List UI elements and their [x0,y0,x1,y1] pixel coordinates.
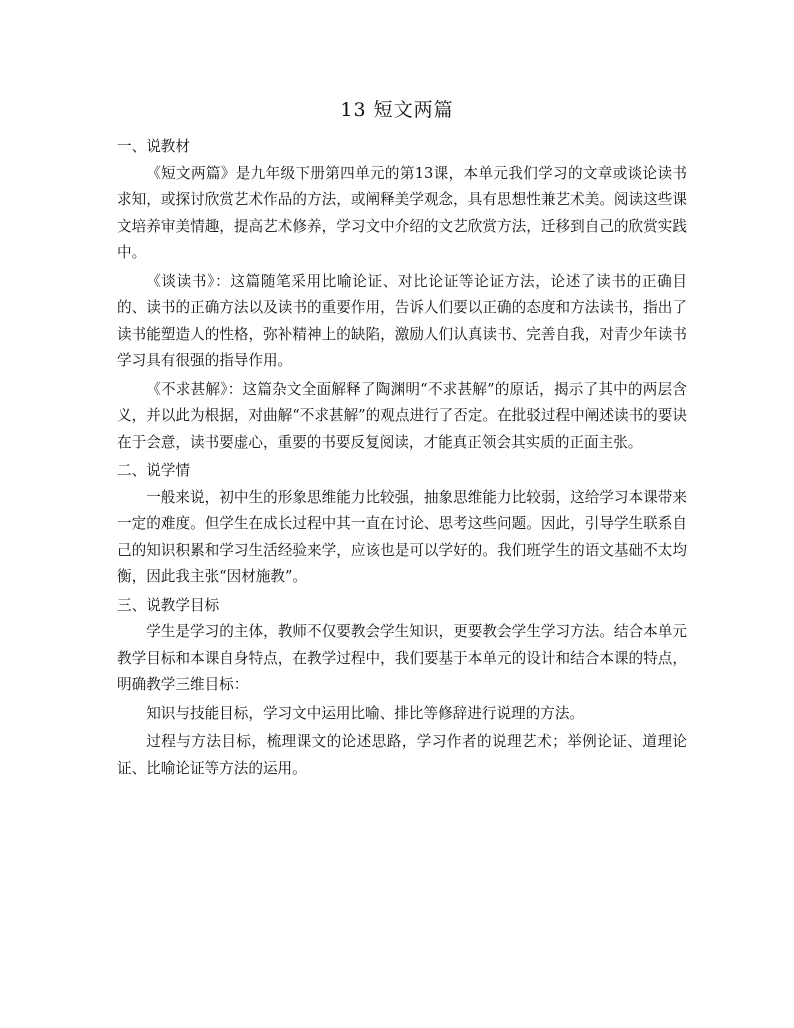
document-body [117,134,687,784]
section-heading-textbook: 一、说教材 [117,138,190,155]
paragraph-textbook-intro: 《短文两篇》是九年级下册第四单元的第13课，本单元我们学习的文章或谈论读书求知，或探讨欣赏艺术作品的方法，或阐释美学观念，具有思想性兼艺术美。阅读这些课文培养审美情趣，提高艺术修养，学习文中介绍的文艺欣赏方法，迁移到自己的欣赏实践中。 [117,164,687,261]
paragraph-objectives-intro: 学生是学习的主体，教师不仅要教会学生知识，更要教会学生学习方法。结合本单元教学目标和本课自身特点，在教学过程中，我们要基于本单元的设计和结合本课的特点，明确教学三维目标： [117,623,687,693]
paragraph-students: 一般来说，初中生的形象思维能力比较强，抽象思维能力比较弱，这给学习本课带来一定的难度。但学生在成长过程中其一直在讨论、思考这些问题。因此，引导学生联系自己的知识积累和学习生活经验来学，应该也是可以学好的。我们班学生的语文基础不太均衡，因此我主张“因材施教”。 [117,488,687,585]
section-heading-objectives: 三、说教学目标 [117,596,220,614]
paragraph-process-goal: 过程与方法目标，梳理课文的论述思路，学习作者的说理艺术；举例论证、道理论证、比喻论证等方法的运用。 [117,733,687,777]
page-title: 13 短文两篇 [340,99,454,121]
paragraph-on-reading: 《谈读书》：这篇随笔采用比喻论证、对比论证等论证方法，论述了读书的正确目的、读书的正确方法以及读书的重要作用，告诉人们要以正确的态度和方法读书，指出了读书能塑造人的性格，弥补精神上的缺陷，激励人们认真读书、完善自我，对青少年读书学习具有很强的指导作用。 [117,272,687,369]
paragraph-bu-qiu-shen-jie: 《不求甚解》：这篇杂文全面解释了陶渊明“不求甚解”的原话，揭示了其中的两层含义，并以此为根据，对曲解“不求甚解”的观点进行了否定。在批驳过程中阐述读书的要诀在于会意，读书要虚心，重要的书要反复阅读，才能真正领会其实质的正面主张。 [117,380,687,451]
section-heading-students: 二、说学情 [117,462,190,479]
paragraph-knowledge-goal: 知识与技能目标，学习文中运用比喻、排比等修辞进行说理的方法。 [146,704,585,722]
